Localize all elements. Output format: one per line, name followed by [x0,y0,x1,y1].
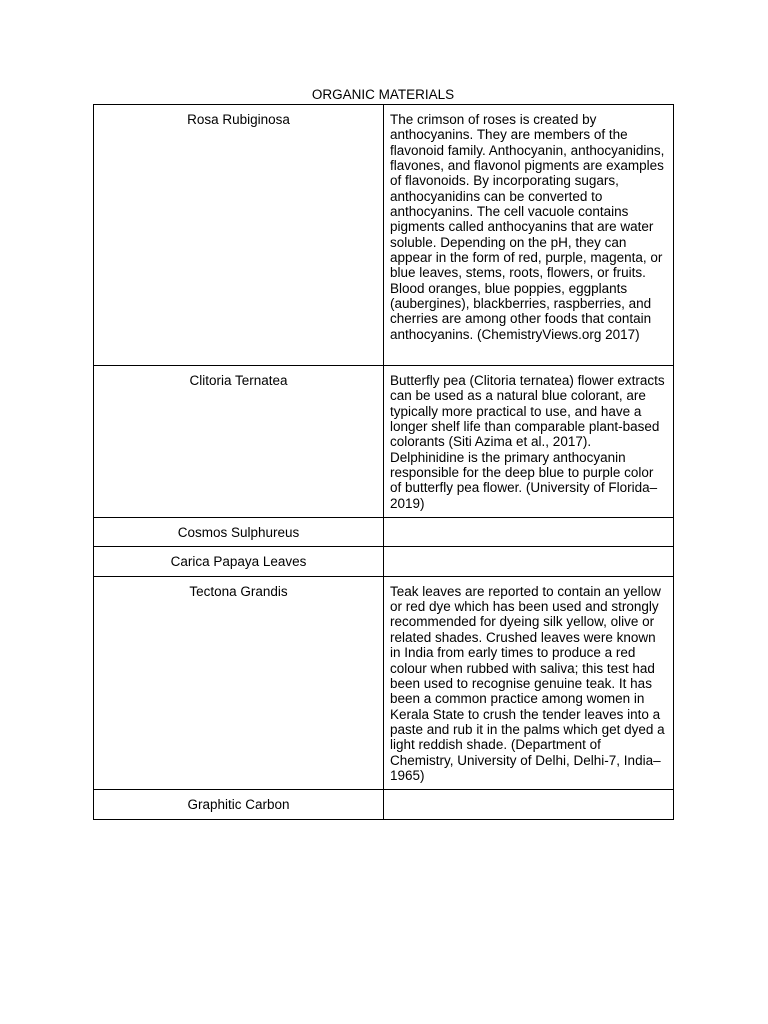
table-row [94,790,674,819]
material-description-cell [384,576,674,789]
material-description [384,790,673,803]
material-description-cell [384,518,674,547]
material-description-cell [384,366,674,518]
material-name: Rosa Rubiginosa [187,112,290,127]
material-name-cell [94,518,384,547]
material-name: Tectona Grandis [189,583,288,599]
table-row [94,547,674,576]
material-description-cell [384,105,674,366]
table-row [94,518,674,547]
material-description-cell [384,547,674,576]
material-name-cell [94,105,384,366]
table-row [94,105,674,366]
material-description-cell [384,790,674,819]
material-name-cell [94,366,384,518]
material-description: Butterfly pea (Clitoria ternatea) flower extracts can be used as a natural blue colorant, are typically more practical to use, and have a longer shelf life than comparable plant-based colorants (Siti Azima et al., 2017). Delphinidine is the primary anthocyanin responsible for the deep blue to purple color of butterfly pea flower. (University of Florida–2019) [390,373,665,511]
material-description: The crimson of roses is created by anthocyanins. They are members of the flavonoid family. Anthocyanin, anthocyanidins, flavones, and flavonol pigments are examples of flavonoids. By incorporating sugars, anthocyanidins can be converted to anthocyanins. The cell vacuole contains pigments called anthocyanins that are water soluble. Depending on the pH, they can appear in the form of red, purple, magenta, or blue leaves, stems, roots, flowers, or fruits. Blood oranges, blue poppies, eggplants (aubergines), blackberries, raspberries, and cherries are among other foods that contain anthocyanins. (ChemistryViews.org 2017) [390,112,665,342]
material-name: Graphitic Carbon [187,797,290,813]
material-name-cell [94,547,384,576]
material-description [384,518,673,531]
organic-materials-table [93,104,674,820]
document-title: ORGANIC MATERIALS [311,87,455,102]
table-row [94,576,674,789]
material-name: Carica Papaya Leaves [170,554,307,570]
material-name-cell [94,576,384,789]
material-description [384,547,673,560]
table-row [94,366,674,518]
material-name-cell [94,790,384,819]
material-name: Clitoria Ternatea [189,373,288,388]
material-name: Cosmos Sulphureus [177,525,300,541]
material-description: Teak leaves are reported to contain an yellow or red dye which has been used and strongly recommended for dyeing silk yellow, olive or related shades. Crushed leaves were known in India from early times to produce a red colour when rubbed with saliva; this test had been used to recognise genuine teak. It has been a common practice among women in Kerala State to crush the tender leaves into a paste and rub it in the palms which get dyed a light reddish shade. (Department of Chemistry, University of Delhi, Delhi-7, India– 1965) [390,583,665,783]
